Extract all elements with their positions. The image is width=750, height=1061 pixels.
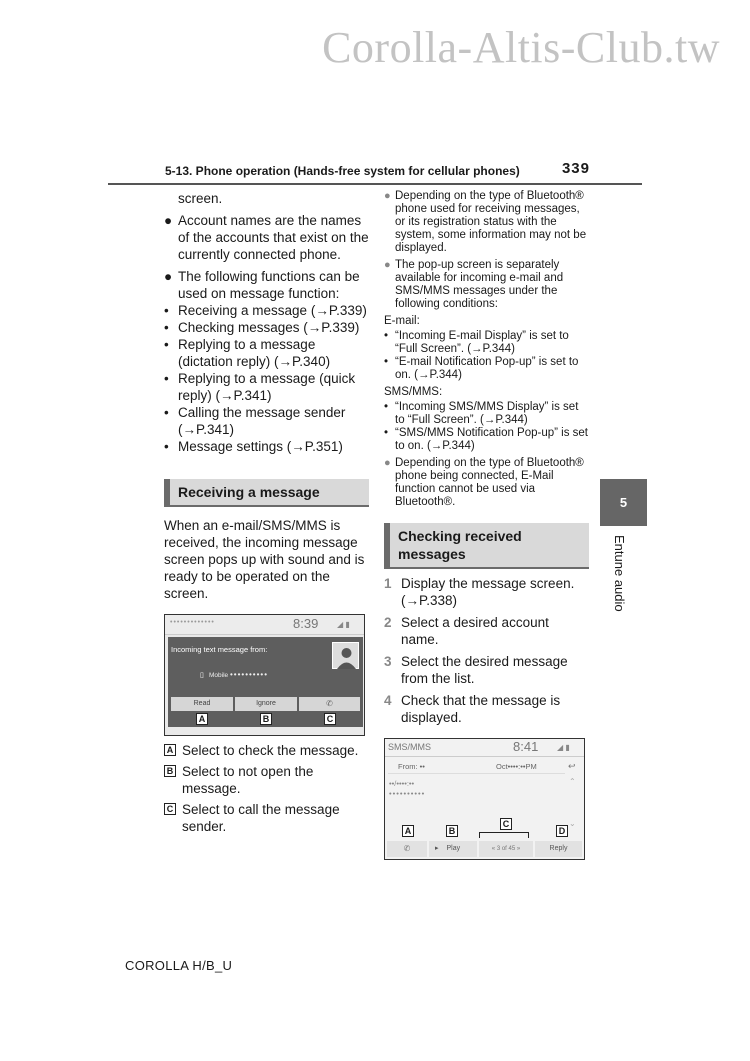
list-item: • Checking messages (→P.339) [164, 320, 360, 335]
callout-c: C [324, 713, 336, 725]
message-screen [384, 738, 585, 860]
status-dots: ••••••••••••• [170, 619, 215, 626]
bullet-functions: ● The following functions can be used on message function: [164, 269, 360, 301]
call-button[interactable] [299, 697, 360, 711]
list-item: • Message settings (→P.351) [164, 439, 343, 454]
message-date: Oct••••:••PM [496, 762, 537, 771]
left-column [164, 190, 369, 835]
signal-icon: ◢ ▮ [337, 620, 350, 629]
bullet-account-names: ● Account names are the names of the accounts that exist on the currently connected phone. [164, 213, 369, 262]
message-header-row [388, 760, 565, 774]
page-number: 339 [561, 160, 590, 177]
page-header [108, 158, 642, 185]
email-label: E-mail: [384, 315, 420, 327]
clock: 8:39 [293, 616, 319, 631]
list-item: • “SMS/MMS Notification Pop-up” is set to on. (→P.344) [384, 427, 589, 452]
call-button[interactable] [387, 841, 427, 857]
popup-panel [168, 637, 363, 727]
message-from: From: •• [398, 762, 425, 771]
play-button[interactable]: ▸ Play [429, 841, 477, 857]
function-list [164, 302, 369, 455]
footer-model: COROLLA H/B_U [125, 958, 233, 973]
list-item: • “E-mail Notification Pop-up” is set to on. (→P.344) [384, 356, 579, 381]
popup-title: Incoming text message from: [171, 645, 268, 654]
note-bluetooth-type: ● Depending on the type of Bluetooth® phone used for receiving messages, or its registration status with the system, some information may not be displayed. [384, 190, 587, 254]
bottom-toolbar [387, 841, 582, 857]
step: 3 Select the desired message from the list. [384, 654, 568, 686]
step: 2 Select a desired account name. [384, 615, 549, 647]
scroll-down-icon[interactable]: ⌄ [569, 819, 576, 828]
right-column [384, 190, 589, 860]
callout-b: B [446, 825, 458, 837]
section-header-receiving: Receiving a message [164, 479, 369, 507]
list-item: • Calling the message sender (→P.341) [164, 405, 346, 437]
scroll-up-icon[interactable]: ⌃ [569, 777, 576, 786]
intro-tail: screen. [178, 191, 223, 206]
phone-number: •••••••••• [230, 670, 269, 679]
section-header-checking: Checking received messages [384, 523, 589, 569]
callout-a: A [196, 713, 208, 725]
list-item: • Receiving a message (→P.339) [164, 303, 367, 318]
legend-item: C Select to call the message sender. [164, 801, 369, 835]
chapter-tab: 5 [600, 479, 647, 526]
phone-icon: ✆ [326, 699, 333, 708]
step-list [384, 575, 589, 726]
callout-c: C [500, 818, 512, 830]
legend-item: A Select to check the message. [164, 742, 369, 759]
note-popup: ● The pop-up screen is separately available for incoming e-mail and SMS/MMS messages under the following conditions: [384, 259, 564, 310]
list-item: • “Incoming SMS/MMS Display” is set to “Full Screen”. (→P.344) [384, 401, 579, 426]
signal-icon: ◢ ▮ [557, 743, 570, 752]
chapter-label: Entune audio [612, 535, 627, 612]
list-item: • Replying to a message (quick reply) (→P.341) [164, 371, 356, 403]
callout-legend [164, 742, 369, 835]
previous-icon[interactable]: « [491, 846, 496, 852]
legend-item: B Select to not open the message. [164, 763, 369, 797]
callout-d: D [556, 825, 568, 837]
read-button[interactable]: Read [171, 697, 233, 711]
reply-button[interactable]: Reply [535, 841, 582, 857]
watermark: Corolla-Altis-Club.tw [322, 23, 720, 72]
sms-label: SMS/MMS: [384, 386, 443, 398]
note-email-function: ● Depending on the type of Bluetooth® phone being connected, E-Mail function cannot be used via Bluetooth®. [384, 457, 584, 508]
section-body-receiving: When an e-mail/SMS/MMS is received, the incoming message screen pops up with sound and is ready to be operated on the screen. [164, 518, 365, 601]
status-bar [385, 739, 584, 757]
ignore-button[interactable]: Ignore [235, 697, 297, 711]
section-title: 5-13. Phone operation (Hands-free system for cellular phones) [165, 164, 520, 178]
next-icon[interactable]: » [516, 846, 521, 852]
callout-b: B [260, 713, 272, 725]
callout-c-bracket [479, 832, 529, 838]
status-bar [165, 615, 364, 635]
clock: 8:41 [513, 739, 539, 754]
page-navigator[interactable]: « 3 of 45 » [479, 841, 533, 857]
step: 1 Display the message screen. (→P.338) [384, 576, 575, 608]
list-item: • “Incoming E-mail Display” is set to “Full Screen”. (→P.344) [384, 330, 569, 355]
mobile-phone-icon: ▯ [200, 672, 204, 679]
phone-icon: ✆ [403, 844, 411, 853]
list-item: • Replying to a message (dictation reply) (→P.340) [164, 337, 331, 369]
step: 4 Check that the message is displayed. [384, 693, 561, 725]
play-icon: ▸ [435, 845, 439, 852]
back-icon[interactable]: ↩ [568, 761, 576, 771]
callout-a: A [402, 825, 414, 837]
contact-avatar-icon [332, 642, 359, 669]
message-line: •••••••••• [389, 789, 426, 798]
screen-title: SMS/MMS [388, 742, 432, 752]
message-line: ••/••••:•• [389, 779, 415, 788]
incoming-message-screen [164, 614, 365, 736]
phone-label: Mobile [209, 672, 229, 679]
